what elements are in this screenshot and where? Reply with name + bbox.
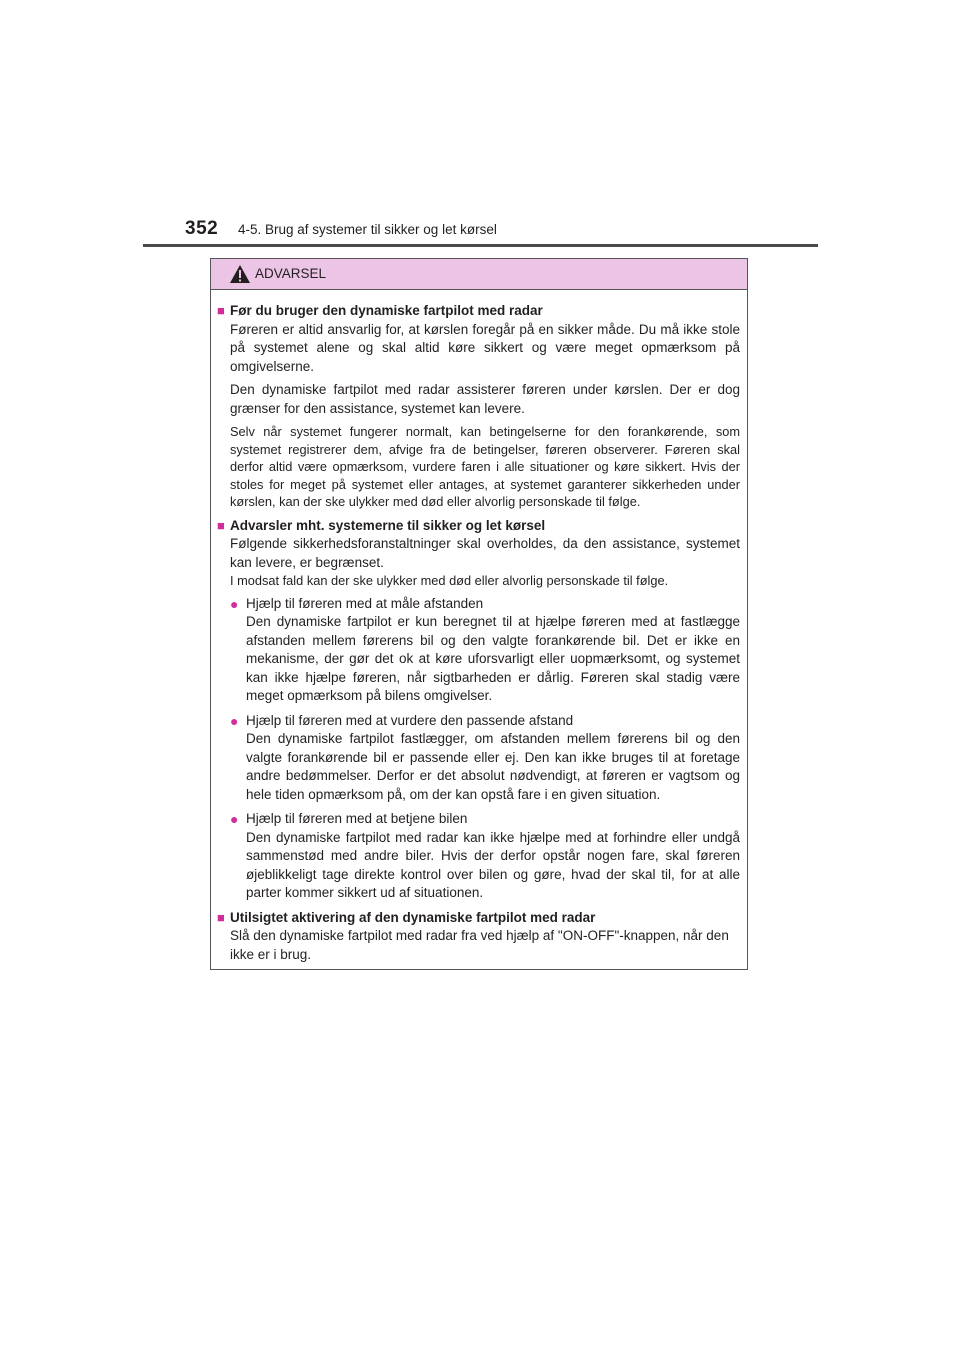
paragraph: Slå den dynamiske fartpilot med radar fra ved hjælp af "ON-OFF"-knappen, når den ikke er i brug. bbox=[230, 928, 729, 962]
square-bullet-icon: ■ bbox=[217, 909, 225, 925]
circle-bullet-icon: ● bbox=[230, 595, 239, 612]
paragraph: Følgende sikkerhedsforanstaltninger skal overholdes, da den assistance, systemet kan levere, er begrænset. bbox=[230, 536, 740, 570]
paragraph: Føreren er altid ansvarlig for, at kørslen foregår på en sikker måde. Du må ikke stole på systemet alene og skal altid køre sikkert og være meget opmærksom på omgivelserne. bbox=[230, 321, 740, 374]
paragraph: I modsat fald kan der ske ulykker med død eller alvorlig personskade til følge. bbox=[230, 573, 669, 588]
paragraph: Selv når systemet fungerer normalt, kan betingelserne for den forankørende, som systemet registrerer dem, afvige fra de betingelser, føreren observerer. Føreren skal derfor altid være opmærksom, vurdere faren i alle situationer og køre sikkert. Hvis der stoles for meget på systemet eller antages, at systemet garanterer sikkerheden under kørslen, kan der ske ulykker med død eller alvorlig personskade til følge. bbox=[230, 424, 740, 509]
list-item-title: Hjælp til føreren med at betjene bilen bbox=[246, 811, 468, 826]
warning-header bbox=[211, 259, 747, 290]
section-title: 4-5. Brug af systemer til sikker og let kørsel bbox=[238, 222, 497, 237]
square-bullet-icon: ■ bbox=[217, 517, 225, 533]
list-item-title: Hjælp til føreren med at måle afstanden bbox=[246, 595, 484, 611]
section-heading bbox=[217, 302, 740, 321]
warning-section bbox=[217, 302, 740, 511]
page-number: 352 bbox=[185, 218, 219, 239]
warning-box bbox=[210, 258, 748, 970]
circle-bullet-icon: ● bbox=[230, 712, 239, 729]
section-heading bbox=[217, 517, 740, 536]
square-bullet-icon: ■ bbox=[217, 303, 225, 318]
circle-bullet-icon: ● bbox=[230, 811, 239, 827]
list-item bbox=[230, 712, 740, 805]
list-item bbox=[230, 810, 740, 903]
list-item-text: Den dynamiske fartpilot med radar kan ikke hjælpe med at forhindre eller undgå sammenstød med andre biler. Hvis der derfor opstår nogen fare, skal føreren øjeblikkeligt tage direkte kontrol over bilen og gøre, hvad der skal til, for at alle parter kommer sikkert ud af situationen. bbox=[246, 829, 740, 900]
header-rule bbox=[143, 244, 818, 247]
section-heading bbox=[217, 909, 740, 928]
warning-label: ADVARSEL bbox=[255, 266, 327, 281]
section-heading-text: Advarsler mht. systemerne til sikker og let kørsel bbox=[230, 517, 546, 533]
warning-section bbox=[217, 909, 740, 965]
section-heading-text: Før du bruger den dynamiske fartpilot med radar bbox=[230, 303, 543, 318]
section-heading-text: Utilsigtet aktivering af den dynamiske fartpilot med radar bbox=[230, 909, 596, 925]
warning-triangle-icon bbox=[229, 264, 251, 284]
list-item-text: Den dynamiske fartpilot fastlægger, om afstanden mellem førerens bil og den valgte forankørende bil er passende eller ej. Den kan ikke bruges til at foretage andre bedømmelser. Derfor er det absolut nødvendigt, at føreren er vagtsom og hele tiden opmærksom på, om der kan opstå fare i en given situation. bbox=[246, 731, 740, 802]
warning-section bbox=[217, 517, 740, 903]
list-item-title: Hjælp til føreren med at vurdere den passende afstand bbox=[246, 712, 574, 728]
warning-body bbox=[211, 290, 747, 964]
paragraph: Den dynamiske fartpilot med radar assisterer føreren under kørslen. Der er dog grænser for den assistance, systemet kan levere. bbox=[230, 382, 740, 416]
list-item bbox=[230, 595, 740, 706]
list-item-text: Den dynamiske fartpilot er kun beregnet til at hjælpe føreren med at fastlægge afstanden mellem førerens bil og den valgte forankørende bil. Det er ikke en mekanisme, der gør det ok at køre uforsvarligt eller uopmærksomt, og systemet kan ikke hjælpe føreren, når sigtbarheden er dårlig. Føreren skal stadig være meget opmærksom på bilens omgivelser. bbox=[246, 614, 740, 703]
